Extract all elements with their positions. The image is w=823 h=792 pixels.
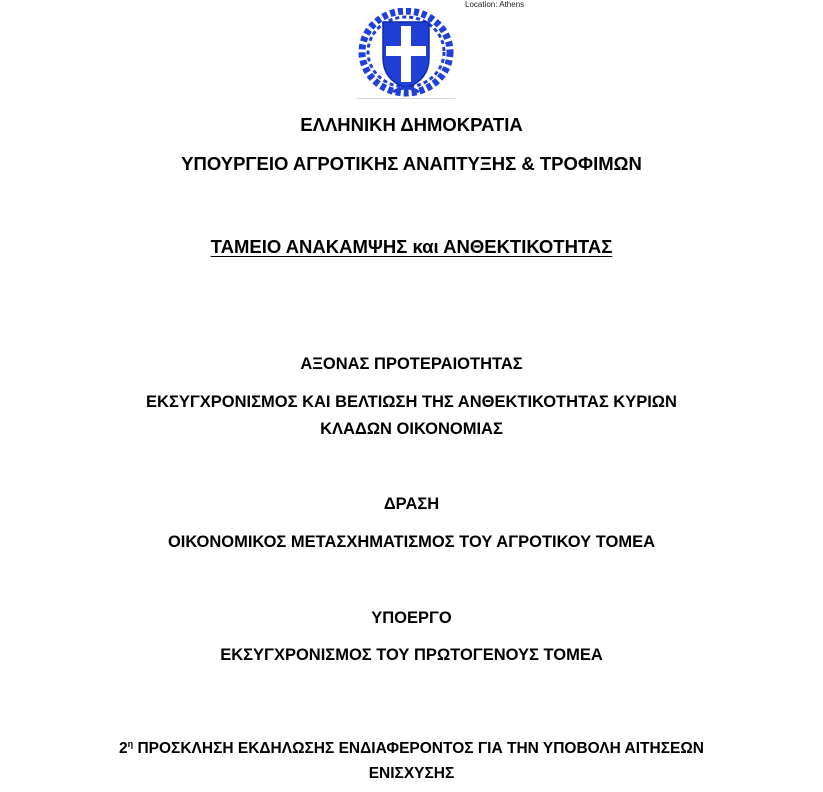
call-title-line1 bbox=[0, 740, 823, 758]
call-ordinal-superscript: η bbox=[127, 738, 134, 749]
emblem-divider bbox=[357, 98, 455, 99]
fund-title bbox=[0, 236, 823, 258]
call-number: 2 bbox=[119, 740, 128, 757]
axis-value-line2: ΚΛΑΔΩΝ ΟΙΚΟΝΟΜΙΑΣ bbox=[320, 420, 503, 438]
call-title-text: ΠΡΟΣΚΛΗΣΗ ΕΚΔΗΛΩΣΗΣ ΕΝΔΙΑΦΕΡΟΝΤΟΣ ΓΙΑ ΤΗΝ ΥΠΟΒΟΛΗ ΑΙΤΗΣΕΩΝ bbox=[133, 740, 704, 757]
republic-title: ΕΛΛΗΝΙΚΗ ΔΗΜΟΚΡΑΤΙΑ bbox=[300, 114, 523, 135]
ministry-title: ΥΠΟΥΡΓΕΙΟ ΑΓΡΟΤΙΚΗΣ ΑΝΑΠΤΥΞΗΣ & ΤΡΟΦΙΜΩΝ bbox=[181, 153, 642, 174]
action-value: ΟΙΚΟΝΟΜΙΚΟΣ ΜΕΤΑΣΧΗΜΑΤΙΣΜΟΣ ΤΟΥ ΑΓΡΟΤΙΚΟΥ ΤΟΜΕΑ bbox=[167, 533, 656, 551]
greek-coat-of-arms-icon bbox=[357, 8, 455, 100]
axis-value-line1: ΕΚΣΥΓΧΡΟΝΙΣΜΟΣ ΚΑΙ ΒΕΛΤΙΩΣΗ ΤΗΣ ΑΝΘΕΚΤΙΚΟΤΗΤΑΣ ΚΥΡΙΩΝ bbox=[146, 393, 677, 411]
call-title-line2: ΕΝΙΣΧΥΣΗΣ bbox=[368, 765, 455, 782]
subproject-label: ΥΠΟΕΡΓΟ bbox=[371, 609, 452, 627]
fund-title-text: ΤΑΜΕΙΟ ΑΝΑΚΑΜΨΗΣ και ΑΝΘΕΚΤΙΚΟΤΗΤΑΣ bbox=[210, 236, 613, 257]
subproject-value: ΕΚΣΥΓΧΡΟΝΙΣΜΟΣ ΤΟΥ ΠΡΩΤΟΓΕΝΟΥΣ ΤΟΜΕΑ bbox=[220, 646, 603, 664]
axis-label: ΑΞΟΝΑΣ ΠΡΟΤΕΡΑΙΟΤΗΤΑΣ bbox=[300, 355, 523, 373]
action-label: ΔΡΑΣΗ bbox=[383, 495, 440, 513]
location-stamp: Location: Athens bbox=[465, 0, 525, 9]
